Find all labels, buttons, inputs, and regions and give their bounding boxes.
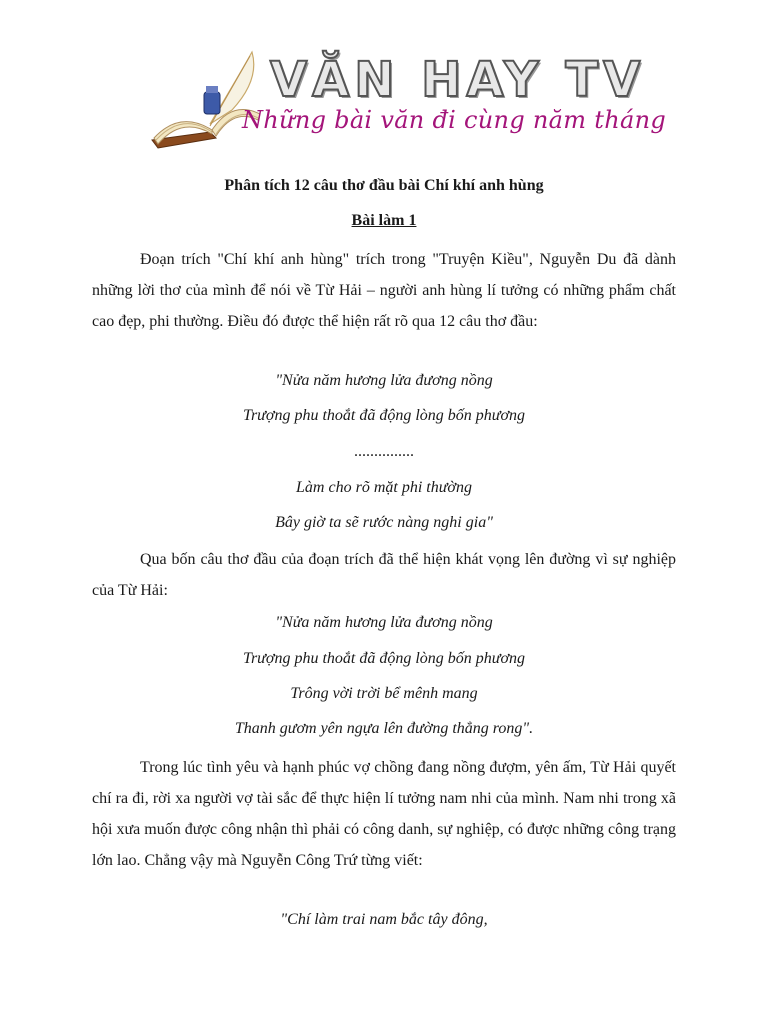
verse-line: Trông vời trời bể mênh mang	[290, 685, 478, 702]
verse-line: Trượng phu thoắt đã động lòng bốn phương	[242, 650, 526, 667]
paragraph-third: Trong lúc tình yêu và hạnh phúc vợ chồng đang nồng đượm, yên ấm, Từ Hải quyết chí ra đi, rời xa người vợ tài sắc để thực hiện lí tưởng nam nhi của mình. Nam nhi trong xã hội xưa muốn được công nhận thì phải có công danh, sự nghiệp, có được những công trạng lớn lao. Chẳng vậy mà Nguyễn Công Trứ từng viết:	[92, 759, 676, 869]
verse-line: "Nửa năm hương lửa đương nồng	[275, 372, 493, 389]
verse-line: Bây giờ ta sẽ rước nàng nghi gia"	[275, 514, 493, 531]
paragraph-second: Qua bốn câu thơ đầu của đoạn trích đã thể hiện khát vọng lên đường vì sự nghiệp của Từ Hải:	[92, 551, 676, 599]
verse-ellipsis: ...............	[354, 443, 414, 460]
brand-title: VĂN HAY TV	[270, 52, 646, 108]
verse-line: Thanh gươm yên ngựa lên đường thẳng rong".	[234, 720, 534, 737]
document-title: Phân tích 12 câu thơ đầu bài Chí khí anh hùng	[224, 177, 544, 194]
verse-line: Làm cho rõ mặt phi thường	[296, 479, 472, 496]
verse-line: "Nửa năm hương lửa đương nồng	[275, 614, 493, 631]
brand-slogan: Những bài văn đi cùng năm tháng	[242, 106, 666, 134]
paragraph-intro: Đoạn trích "Chí khí anh hùng" trích trong "Truyện Kiều", Nguyễn Du đã dành những lời thơ của mình để nói về Từ Hải – người anh hùng lí tưởng có những phẩm chất cao đẹp, phi thường. Điều đó được thể hiện rất rõ qua 12 câu thơ đầu:	[92, 251, 676, 330]
document-subtitle: Bài làm 1	[351, 212, 417, 229]
site-banner	[92, 40, 676, 160]
verse-line: "Chí làm trai nam bắc tây đông,	[280, 911, 488, 928]
verse-line: Trượng phu thoắt đã động lòng bốn phương	[242, 407, 526, 424]
